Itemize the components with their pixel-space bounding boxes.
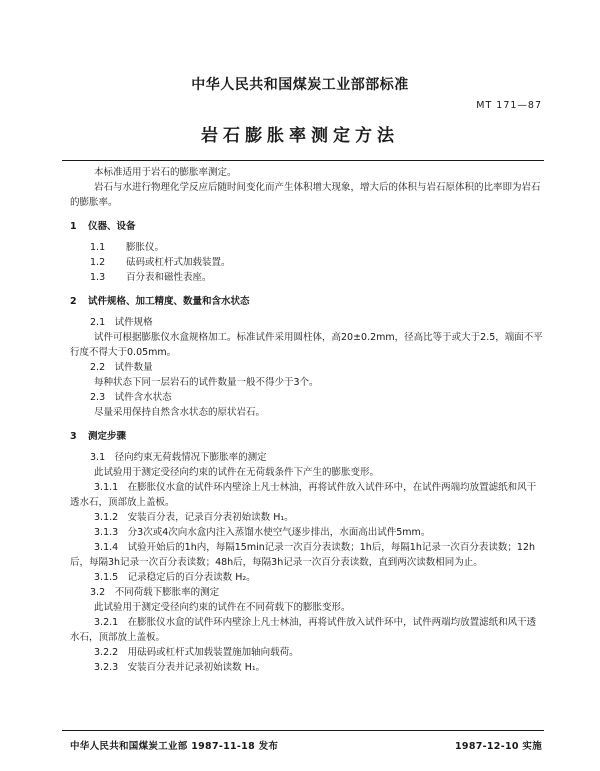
effective-date: 1987-12-10 实施	[455, 741, 542, 752]
section-3-number: 3	[70, 431, 77, 442]
clause-2-2-title: 2.2 试件数量	[90, 362, 153, 373]
section-1-number: 1	[70, 221, 77, 232]
section-1-heading	[70, 219, 544, 234]
clause-1-3	[70, 270, 544, 285]
clause-1-1	[70, 240, 544, 255]
top-rule	[62, 160, 544, 161]
section-3-title: 测定步骤	[88, 431, 127, 442]
section-2-title: 试件规格、加工精度、数量和含水状态	[88, 296, 250, 307]
clause-3-1-2: 3.1.2 安装百分表，记录百分表初始读数 H₁。	[94, 512, 294, 523]
clause-3-2-body: 此试验用于测定受径向约束的试件在不同荷载下的膨胀变形。	[94, 602, 351, 613]
clause-number: 1.2	[90, 257, 106, 268]
clause-2-1-title: 2.1 试件规格	[90, 317, 153, 328]
clause-3-2-1: 3.2.1 在膨胀仪水盒的试件环内壁涂上凡士林油，再将试件放入试件环中，试件两端均放置滤纸和风干透水石，顶部放上盖板。	[70, 617, 537, 643]
clause-2-3-body: 尽量采用保持自然含水状态的原状岩石。	[94, 407, 266, 418]
standard-agency-title: 中华人民共和国煤炭工业部部标准	[191, 77, 409, 93]
bottom-rule	[62, 730, 544, 731]
clause-3-2-title: 3.2 不同荷载下膨胀率的测定	[90, 587, 220, 598]
clause-text: 膨胀仪。	[126, 242, 165, 253]
clause-text: 砝码或杠杆式加载装置。	[126, 257, 231, 268]
clause-3-1-1: 3.1.1 在膨胀仪水盒的试件环内壁涂上凡士林油，再将试件放入试件环中，在试件两端均放置滤纸和风干透水石，顶部放上盖板。	[70, 482, 537, 508]
document-title: 岩石膨胀率测定方法	[201, 126, 399, 146]
clause-3-1-body: 此试验用于测定受径向约束的试件在无荷载条件下产生的膨胀变形。	[94, 467, 380, 478]
section-1-title: 仪器、设备	[88, 221, 136, 232]
clause-3-1-title: 3.1 径向约束无荷载情况下膨胀率的测定	[90, 452, 267, 463]
clause-number: 1.3	[90, 272, 106, 283]
clause-3-1-5: 3.1.5 记录稳定后的百分表读数 H₂。	[94, 572, 256, 583]
clause-2-2-body: 每种状态下同一层岩石的试件数量一般不得少于3个。	[94, 377, 319, 388]
clause-3-2-3: 3.2.3 安装百分表并记录初始读数 H₁。	[94, 662, 266, 673]
clause-3-1-4: 3.1.4 试验开始后的1h内，每隔15min记录一次百分表读数；1h后，每隔1h记录一次百分表读数；12h后，每隔3h记录一次百分表读数；48h后，每隔3h记录一次百分表读数，直到两次读数相同为止。	[70, 542, 535, 568]
section-2-number: 2	[70, 296, 77, 307]
clause-text: 百分表和磁性表座。	[126, 272, 212, 283]
document-body	[70, 165, 544, 675]
intro-paragraph-1: 本标准适用于岩石的膨胀率测定。	[94, 167, 237, 178]
standard-number: MT 171—87	[476, 100, 542, 111]
section-3-heading	[70, 429, 544, 444]
clause-2-1-body: 试件可根据膨胀仪水盒规格加工。标准试件采用圆柱体，高20±0.2mm，径高比等于或大于2.5，端面不平行度不得大于0.05mm。	[70, 332, 543, 358]
section-2-heading	[70, 294, 544, 309]
clause-3-2-2: 3.2.2 用砝码或杠杆式加载装置施加轴向载荷。	[94, 647, 299, 658]
clause-3-1-3: 3.1.3 分3次或4次向水盒内注入蒸馏水使空气逐步排出，水面高出试件5mm。	[94, 527, 431, 538]
clause-number: 1.1	[90, 242, 106, 253]
clause-2-3-title: 2.3 试件含水状态	[90, 392, 172, 403]
issued-date: 中华人民共和国煤炭工业部 1987-11-18 发布	[70, 741, 279, 752]
intro-paragraph-2: 岩石与水进行物理化学反应后随时间变化而产生体积增大现象，增大后的体积与岩石原体积的比率即为岩石的膨胀率。	[70, 182, 541, 208]
clause-1-2	[70, 255, 544, 270]
